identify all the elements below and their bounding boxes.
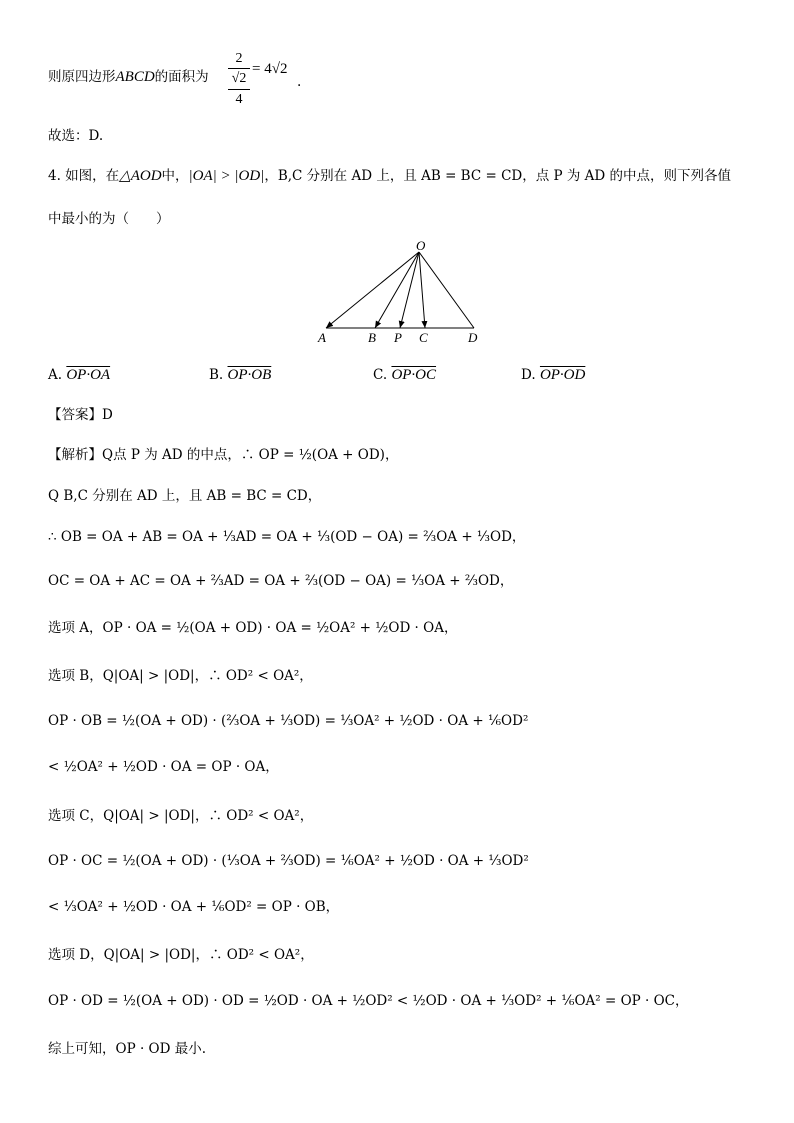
vector-oc — [419, 252, 425, 328]
analysis-line-7: OP · OB = ½(OA + OD) · (⅔OA + ⅓OD) = ⅓OA² + ½OD · OA + ⅙OD² — [48, 713, 529, 729]
triangle-figure — [0, 238, 794, 348]
label-o: O — [416, 238, 426, 253]
option-c-label: C. — [373, 367, 388, 383]
area-den-top: √2 — [231, 71, 247, 86]
analysis-line-4: OC = OA + AC = OA + ⅔AD = OA + ⅔(OD − OA) = ⅓OA + ⅔OD， — [48, 573, 514, 589]
analysis-line-8: < ½OA² + ½OD · OA = OP · OA， — [48, 759, 279, 775]
option-b — [209, 367, 271, 384]
label-b: B — [368, 330, 376, 345]
option-c-expr: OP·OC — [391, 367, 437, 383]
analysis-line-1: 【解析】Q点 P 为 AD 的中点，∴ OP = ½(OA + OD)， — [48, 447, 399, 463]
option-b-expr: OP·OB — [227, 367, 272, 383]
label-p: P — [394, 330, 402, 345]
q4-condition: |OA| > |OD| — [188, 168, 265, 184]
analysis-line-3: ∴ OB = OA + AB = OA + ⅓AD = OA + ⅓(OD − OA) = ⅔OA + ⅓OD， — [48, 529, 526, 545]
analysis-line-14: 综上可知，OP · OD 最小. — [48, 1041, 206, 1057]
analysis-line-5: 选项 A，OP · OA = ½(OA + OD) · OA = ½OA² + ½OD · OA， — [48, 620, 458, 636]
analysis-line-11: < ⅓OA² + ½OD · OA + ⅙OD² = OP · OB， — [48, 899, 340, 915]
answer-line: 【答案】D — [48, 407, 113, 423]
choose-line: 故选：D. — [48, 128, 104, 144]
label-d: D — [468, 330, 478, 345]
q4-rest: ，B,C 分别在 AD 上，且 AB = BC = CD，点 P 为 AD 的中点，则下列各值 — [264, 168, 732, 184]
q4-prefix: 4. 如图，在 — [48, 168, 120, 184]
option-d — [521, 367, 585, 384]
option-a — [48, 367, 110, 384]
analysis-line-6: 选项 B，Q|OA| > |OD|，∴ OD² < OA²， — [48, 668, 313, 684]
option-d-expr: OP·OD — [539, 367, 586, 383]
vector-op — [400, 252, 419, 328]
analysis-line-12: 选项 D，Q|OA| > |OD|，∴ OD² < OA²， — [48, 947, 314, 963]
analysis-line-2: Q B,C 分别在 AD 上，且 AB = BC = CD， — [48, 488, 322, 504]
option-b-label: B. — [209, 367, 224, 383]
label-a: A — [318, 330, 326, 345]
area-fraction — [228, 50, 250, 110]
option-d-label: D. — [521, 367, 536, 383]
label-c: C — [419, 330, 428, 345]
q4-triangle: △AOD — [119, 168, 162, 184]
option-c — [373, 367, 436, 384]
area-mid: 的面积为 — [154, 69, 209, 85]
analysis-line-10: OP · OC = ½(OA + OD) · (⅓OA + ⅔OD) = ⅙OA² + ½OD · OA + ⅓OD² — [48, 853, 529, 869]
area-prefix: 则原四边形 — [48, 69, 116, 85]
question-4 — [48, 167, 731, 185]
q4-mid: 中， — [161, 168, 189, 184]
segment-od — [419, 252, 474, 328]
area-num: 2 — [235, 51, 243, 66]
area-line — [48, 68, 209, 86]
vector-oa — [326, 252, 419, 328]
option-a-expr: OP·OA — [66, 367, 111, 383]
area-result: = 4√2 — [252, 61, 288, 77]
analysis-line-9: 选项 C，Q|OA| > |OD|，∴ OD² < OA²， — [48, 808, 314, 824]
option-a-label: A. — [48, 367, 63, 383]
question-4-line2: 中最小的为（ ） — [48, 211, 170, 227]
analysis-line-13: OP · OD = ½(OA + OD) · OD = ½OD · OA + ½OD² < ½OD · OA + ⅓OD² + ⅙OA² = OP · OC， — [48, 993, 689, 1009]
area-shape: ABCD — [115, 69, 155, 85]
vector-ob — [375, 252, 419, 328]
area-end: . — [297, 74, 302, 90]
area-den-bottom: 4 — [235, 92, 243, 107]
